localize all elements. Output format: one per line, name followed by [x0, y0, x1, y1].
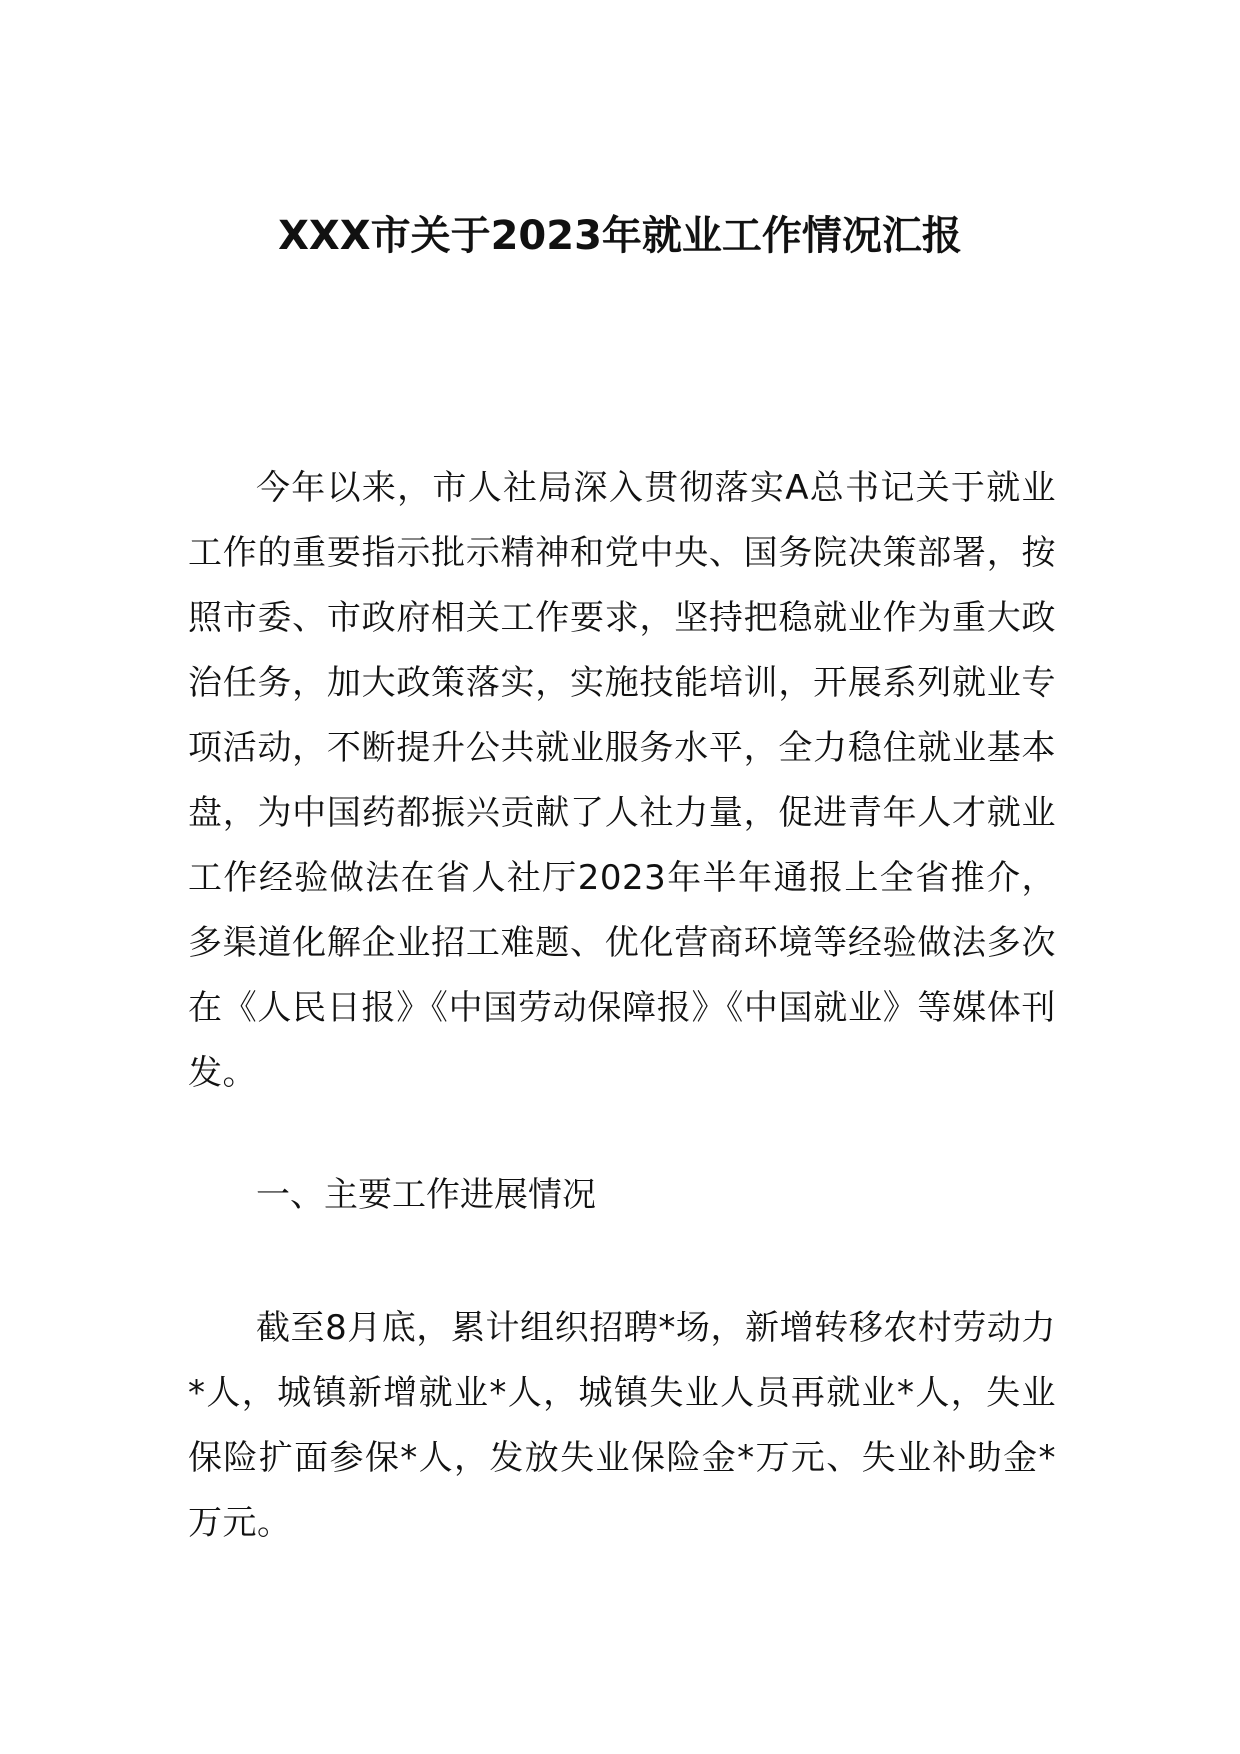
section-heading: 一、主要工作进展情况 — [256, 1175, 596, 1215]
document-title: XXX市关于2023年就业工作情况汇报 — [278, 213, 962, 259]
intro-paragraph: 今年以来，市人社局深入贯彻落实A总书记关于就业工作的重要指示批示精神和党中央、国务院决策部署，按照市委、市政府相关工作要求，坚持把稳就业作为重大政治任务，加大政策落实，实施技能培训，开展系列就业专项活动，不断提升公共就业服务水平，全力稳住就业基本盘，为中国药都振兴贡献了人社力量，促进青年人才就业工作经验做法在省人社厅2023年半年通报上全省推介，多渠道化解企业招工难题、优化营商环境等经验做法多次在《人民日报》《中国劳动保障报》《中国就业》等媒体刊发。 — [188, 468, 1056, 1093]
section-paragraph: 截至8月底，累计组织招聘*场，新增转移农村劳动力*人，城镇新增就业*人，城镇失业人员再就业*人，失业保险扩面参保*人，发放失业保险金*万元、失业补助金*万元。 — [188, 1308, 1056, 1543]
